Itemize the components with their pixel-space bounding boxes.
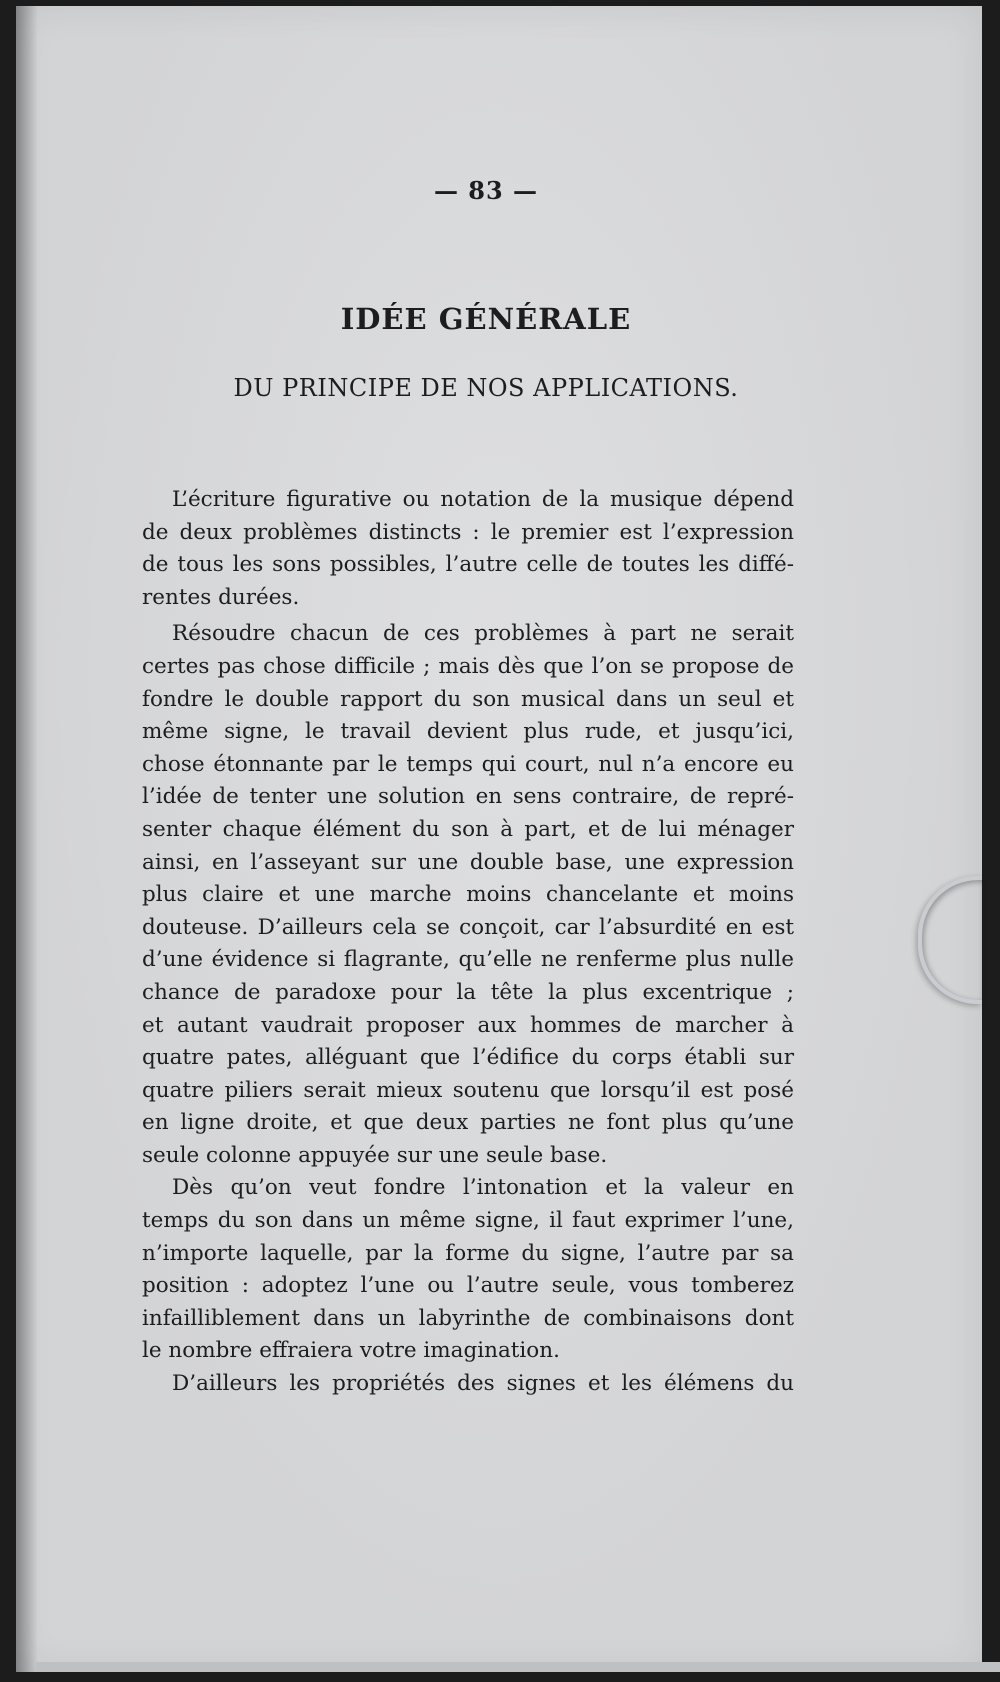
text-line: fondre le double rapport du son musical dans un seul et	[142, 686, 794, 712]
text-line: position : adoptez l’une ou l’autre seule, vous tomberez	[142, 1273, 794, 1299]
text-line: certes pas chose difficile ; mais dès que l’on se propose de	[142, 653, 794, 679]
page-edge	[36, 1662, 1000, 1672]
text-line: D’ailleurs les propriétés des signes et les élémens du	[172, 1371, 794, 1397]
text-line: douteuse. D’ailleurs cela se conçoit, car l’absurdité en est	[142, 914, 794, 940]
text-line: seule colonne appuyée sur une seule base.	[142, 1142, 608, 1168]
text-line: ainsi, en l’asseyant sur une double base, une expression	[142, 849, 794, 875]
text-line: chose étonnante par le temps qui court, nul n’a encore eu	[142, 751, 794, 777]
section-subtitle: DU PRINCIPE DE NOS APPLICATIONS.	[233, 374, 739, 402]
text-line: en ligne droite, et que deux parties ne font plus qu’une	[142, 1110, 794, 1136]
text-line: rentes durées.	[142, 584, 300, 610]
text-line: de deux problèmes distincts : le premier est l’expression	[142, 519, 794, 545]
text-line: Dès qu’on veut fondre l’intonation et la valeur en	[172, 1175, 794, 1201]
section-title: IDÉE GÉNÉRALE	[340, 302, 632, 336]
text-line: de tous les sons possibles, l’autre celle de toutes les diffé-	[142, 552, 794, 578]
text-line: le nombre effraiera votre imagination.	[142, 1338, 560, 1364]
text-line: même signe, le travail devient plus rude, et jusqu’ici,	[142, 719, 794, 745]
text-line: et autant vaudrait proposer aux hommes de marcher à	[142, 1012, 794, 1038]
text-line: Résoudre chacun de ces problèmes à part ne serait	[172, 621, 794, 647]
body-text	[142, 484, 794, 1401]
text-line: d’une évidence si flagrante, qu’elle ne renferme plus nulle	[142, 947, 794, 973]
text-line: temps du son dans un même signe, il faut exprimer l’une,	[142, 1208, 794, 1234]
text-line: quatre pates, alléguant que l’édifice du corps établi sur	[142, 1045, 794, 1071]
text-line: n’importe laquelle, par la forme du signe, l’autre par sa	[142, 1240, 794, 1266]
text-line: senter chaque élément du son à part, et de lui ménager	[142, 816, 794, 842]
spine-shadow	[16, 6, 38, 1672]
text-line: infailliblement dans un labyrinthe de combinaisons dont	[142, 1305, 794, 1331]
text-line: quatre piliers serait mieux soutenu que lorsqu’il est posé	[142, 1077, 794, 1103]
text-line: chance de paradoxe pour la tête la plus excentrique ;	[142, 979, 794, 1005]
text-line: L’écriture figurative ou notation de la musique dépend	[172, 487, 794, 512]
book-page	[16, 6, 982, 1672]
page-number: — 83 —	[433, 176, 539, 205]
text-line: l’idée de tenter une solution en sens contraire, de repré-	[142, 784, 794, 810]
page-clip	[918, 876, 982, 1004]
text-line: plus claire et une marche moins chancelante et moins	[142, 882, 794, 908]
